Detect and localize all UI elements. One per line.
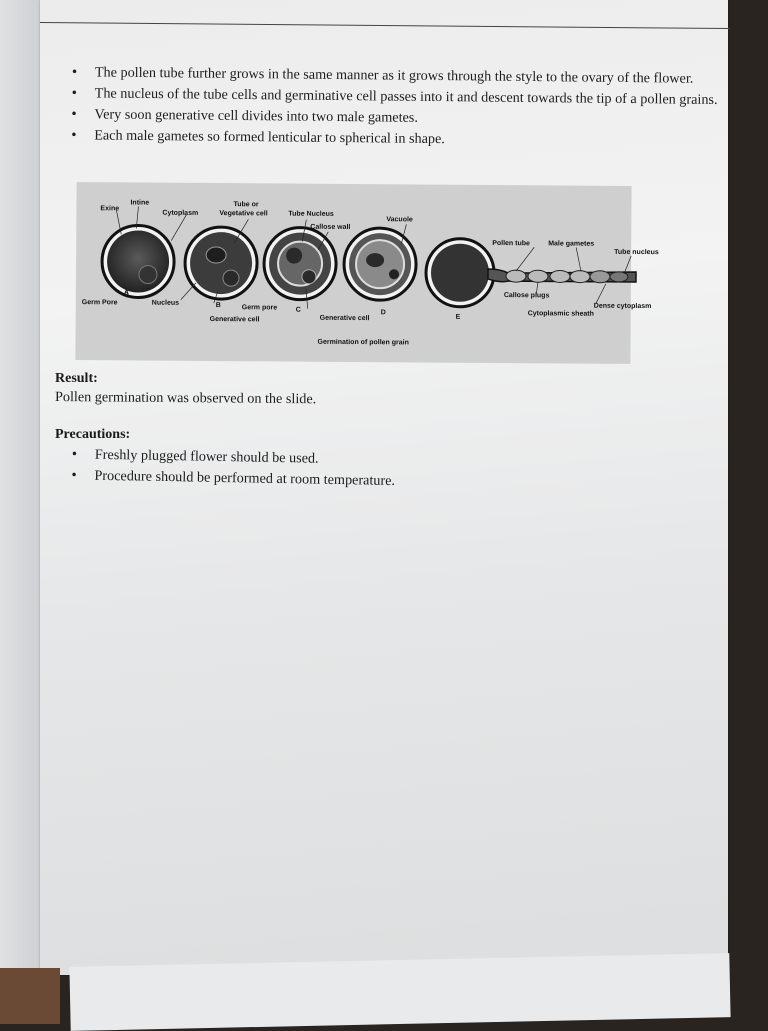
label-dense-cytoplasm: Dense cytoplasm bbox=[593, 302, 652, 311]
label-letter-b: B bbox=[215, 302, 221, 310]
figure-caption: Germination of pollen grain bbox=[317, 338, 409, 347]
label-callose-wall: Callose wall bbox=[310, 223, 351, 231]
label-tube-nucleus: Tube Nucleus bbox=[288, 210, 334, 218]
precautions-list bbox=[51, 446, 472, 495]
label-cytoplasmic-sheath: Cytoplasmic sheath bbox=[527, 310, 594, 318]
bullet-dot: • bbox=[71, 467, 77, 484]
label-intine: Intine bbox=[130, 199, 150, 207]
list-item: • The nucleus of the tube cells and germinative cell passes into it and descent towards the tip of a pollen grains. bbox=[71, 85, 718, 108]
label-pollen-tube: Pollen tube bbox=[492, 239, 530, 248]
list-item: • Each male gametes so formed lenticular to spherical in shape. bbox=[71, 127, 445, 148]
pollen-grain-d bbox=[344, 228, 417, 301]
process-bullet-list bbox=[51, 64, 724, 155]
lower-paper-sheet bbox=[69, 953, 730, 1031]
result-heading: Result: bbox=[55, 371, 98, 386]
list-item: • Very soon generative cell divides into two male gametes. bbox=[71, 106, 419, 126]
list-item: • Procedure should be performed at room temperature. bbox=[71, 467, 396, 489]
label-letter-d: D bbox=[380, 309, 386, 317]
label-vegetative-cell: Vegetative cell bbox=[219, 210, 268, 218]
pollen-grain-a bbox=[102, 225, 175, 298]
label-generative-cell-d: Generative cell bbox=[319, 314, 370, 323]
bullet-dot: • bbox=[71, 127, 77, 144]
bullet-dot: • bbox=[71, 85, 78, 102]
pollen-germination-figure bbox=[75, 182, 659, 364]
label-generative-cell-b: Generative cell bbox=[209, 315, 260, 324]
label-tube-or: Tube or bbox=[233, 201, 259, 209]
pollen-grain-c bbox=[264, 227, 337, 300]
label-cytoplasm: Cytoplasm bbox=[162, 209, 199, 217]
label-letter-a: A bbox=[123, 289, 129, 297]
bullet-dot: • bbox=[71, 446, 78, 463]
label-male-gametes: Male gametes bbox=[548, 240, 595, 248]
label-vacuole: Vacuole bbox=[386, 216, 413, 224]
precautions-heading: Precautions: bbox=[55, 427, 131, 442]
table-surface bbox=[0, 968, 60, 1024]
list-item: • Freshly plugged flower should be used. bbox=[71, 446, 319, 467]
bullet-dot: • bbox=[71, 64, 78, 81]
label-letter-c: C bbox=[295, 306, 301, 314]
bullet-dot: • bbox=[71, 106, 77, 123]
label-exine: Exine bbox=[100, 205, 120, 213]
label-germ-pore-a: Germ Pore bbox=[81, 299, 118, 307]
label-letter-e: E bbox=[455, 313, 461, 321]
list-item: • The pollen tube further grows in the same manner as it grows through the style to the ovary of the flower. bbox=[71, 64, 694, 87]
label-callose-plugs: Callose plugs bbox=[503, 292, 550, 300]
label-tube-nucleus-right: Tube nucleus bbox=[614, 248, 659, 257]
background-page-edge bbox=[0, 0, 40, 1024]
label-germ-pore-b: Germ pore bbox=[241, 304, 278, 312]
label-nucleus: Nucleus bbox=[151, 299, 180, 307]
result-text: Pollen germination was observed on the slide. bbox=[54, 389, 317, 408]
pollen-grain-b bbox=[185, 227, 258, 300]
pollen-diagram bbox=[75, 182, 659, 364]
